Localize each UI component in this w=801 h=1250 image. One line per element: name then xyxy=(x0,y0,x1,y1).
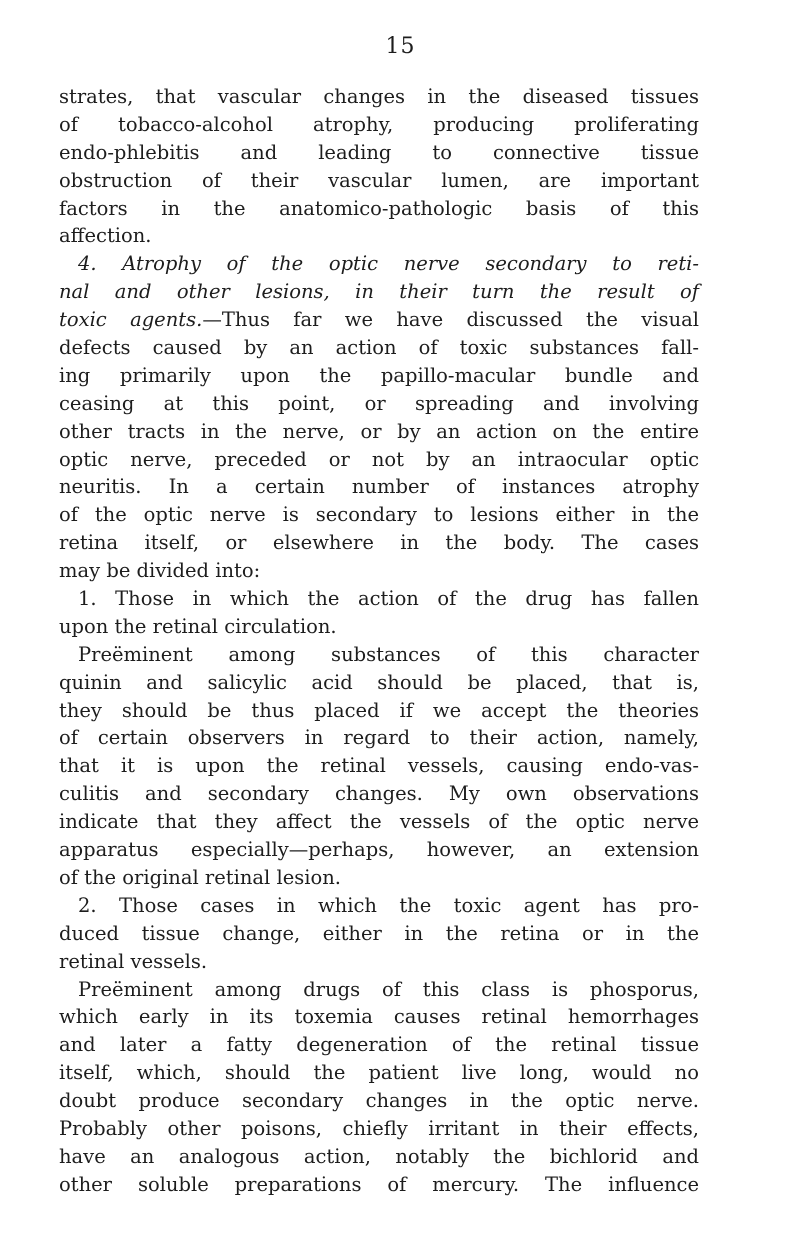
text-line xyxy=(59,1059,699,1087)
text-line xyxy=(59,892,699,920)
text-line xyxy=(59,501,699,529)
text-run: upon the retinal circulation. xyxy=(59,614,337,638)
text-run: endo-phlebitis and leading to connective tissue xyxy=(59,140,699,164)
text-run: ing primarily upon the papillo-macular bundle and xyxy=(59,363,699,387)
text-line xyxy=(59,724,699,752)
text-run: other soluble preparations of mercury. The influence xyxy=(59,1172,699,1196)
italic-heading-run: toxic agents. xyxy=(59,308,203,332)
text-line xyxy=(59,529,699,557)
text-line xyxy=(59,948,699,976)
text-line xyxy=(59,250,699,278)
body-text xyxy=(59,83,699,1199)
text-run: —Thus far we have discussed the visual xyxy=(202,308,699,332)
page-number: 15 xyxy=(385,34,416,59)
text-run: quinin and salicylic acid should be placed, that is, xyxy=(59,670,699,694)
text-line xyxy=(59,613,699,641)
text-run: may be divided into: xyxy=(59,559,261,583)
text-run: they should be thus placed if we accept the theories xyxy=(59,698,699,722)
text-line xyxy=(59,557,699,585)
text-line xyxy=(59,864,699,892)
text-run: indicate that they affect the vessels of the optic nerve xyxy=(59,810,699,834)
text-line xyxy=(59,362,699,390)
text-line xyxy=(59,1031,699,1059)
text-run: neuritis. In a certain number of instances atrophy xyxy=(59,475,699,499)
text-run: and later a fatty degeneration of the retinal tissue xyxy=(59,1033,699,1057)
text-line xyxy=(59,836,699,864)
text-run: culitis and secondary changes. My own observations xyxy=(59,782,699,806)
text-run: Preëminent among drugs of this class is phosporus, xyxy=(78,977,699,1001)
text-line xyxy=(59,390,699,418)
text-run: of tobacco-alcohol atrophy, producing proliferating xyxy=(59,112,699,136)
text-line xyxy=(59,752,699,780)
text-run: strates, that vascular changes in the diseased tissues xyxy=(59,85,699,108)
text-run: 2. Those cases in which the toxic agent has pro- xyxy=(78,893,699,917)
text-run: defects caused by an action of toxic substances fall- xyxy=(59,336,699,360)
text-line xyxy=(59,1087,699,1115)
text-line xyxy=(59,418,699,446)
text-run: retina itself, or elsewhere in the body. The cases xyxy=(59,531,699,555)
text-line xyxy=(59,167,699,195)
text-run: doubt produce secondary changes in the optic nerve. xyxy=(59,1089,699,1113)
text-line xyxy=(59,139,699,167)
text-line xyxy=(59,697,699,725)
text-run: apparatus especially—perhaps, however, an extension xyxy=(59,838,699,862)
text-run: retinal vessels. xyxy=(59,949,208,973)
text-line xyxy=(59,111,699,139)
text-line xyxy=(59,306,699,334)
text-line xyxy=(59,1115,699,1143)
text-line xyxy=(59,808,699,836)
text-run: optic nerve, preceded or not by an intraocular optic xyxy=(59,447,699,471)
text-run: of the original retinal lesion. xyxy=(59,865,341,889)
text-run: affection. xyxy=(59,224,152,248)
text-run: that it is upon the retinal vessels, causing endo-vas- xyxy=(59,754,699,778)
text-line xyxy=(59,446,699,474)
text-line xyxy=(59,334,699,362)
text-line xyxy=(59,920,699,948)
text-run: which early in its toxemia causes retinal hemorrhages xyxy=(59,1005,699,1029)
text-line xyxy=(59,976,699,1004)
text-run: ceasing at this point, or spreading and involving xyxy=(59,391,699,415)
text-line xyxy=(59,669,699,697)
text-line xyxy=(59,83,699,111)
text-run: Probably other poisons, chiefly irritant in their effects, xyxy=(59,1116,699,1140)
text-line xyxy=(59,473,699,501)
text-run: of certain observers in regard to their action, namely, xyxy=(59,726,699,750)
text-run: obstruction of their vascular lumen, are important xyxy=(59,168,699,192)
text-run: itself, which, should the patient live long, would no xyxy=(59,1061,699,1085)
text-run: of the optic nerve is secondary to lesions either in the xyxy=(59,503,699,527)
text-line xyxy=(59,195,699,223)
text-run: other tracts in the nerve, or by an action on the entire xyxy=(59,419,699,443)
text-line xyxy=(59,222,699,250)
text-run: factors in the anatomico-pathologic basis of this xyxy=(59,196,699,220)
text-run: duced tissue change, either in the retina or in the xyxy=(59,921,699,945)
text-line xyxy=(59,641,699,669)
text-run: have an analogous action, notably the bichlorid and xyxy=(59,1144,699,1168)
text-run: 1. Those in which the action of the drug has fallen xyxy=(78,587,699,611)
text-line xyxy=(59,1143,699,1171)
italic-heading-run: 4. Atrophy of the optic nerve secondary to reti- xyxy=(78,252,699,276)
text-line xyxy=(59,585,699,613)
text-line xyxy=(59,278,699,306)
text-line xyxy=(59,1171,699,1199)
text-line xyxy=(59,1003,699,1031)
text-run: Preëminent among substances of this character xyxy=(78,642,699,666)
italic-heading-run: nal and other lesions, in their turn the result of xyxy=(59,280,699,304)
text-line xyxy=(59,780,699,808)
